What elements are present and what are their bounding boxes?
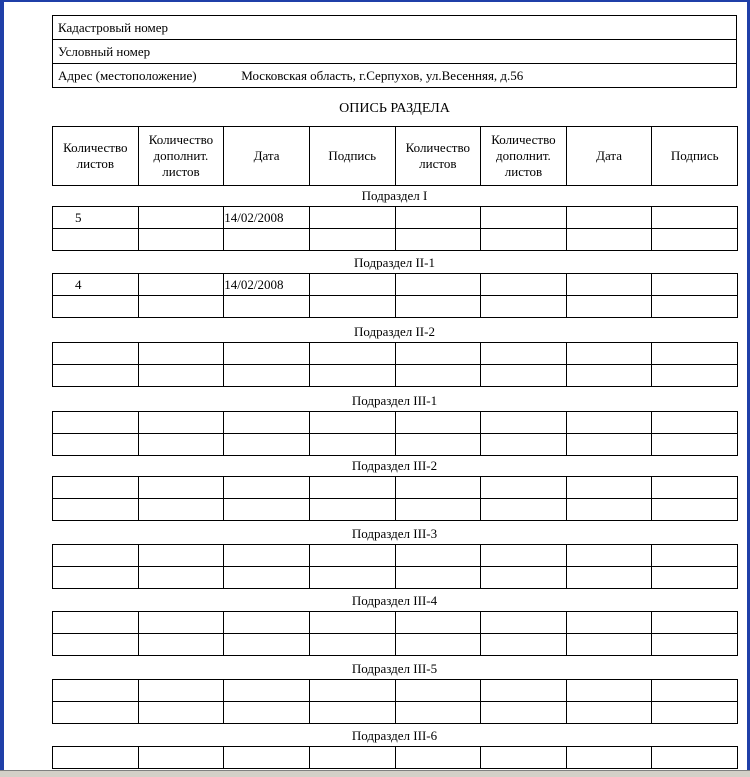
table-cell: [53, 343, 139, 365]
table-cell: [395, 274, 481, 296]
table-cell: [652, 634, 738, 656]
subsection-title: Подраздел III-1: [351, 393, 438, 408]
table-cell: [138, 499, 224, 521]
subsection-table: [52, 476, 738, 521]
table-cell: [652, 702, 738, 724]
table-cell: [224, 545, 310, 567]
table-cell: [395, 702, 481, 724]
column-header: Количество дополнит. листов: [138, 127, 224, 186]
table-cell: [309, 634, 395, 656]
table-cell: [138, 412, 224, 434]
table-row: [53, 434, 738, 456]
window-frame-bottom: [0, 770, 750, 777]
table-cell: [395, 477, 481, 499]
table-cell: [652, 412, 738, 434]
table-cell: [481, 477, 567, 499]
subsection-title: Подраздел III-6: [351, 728, 438, 743]
table-cell: [53, 434, 139, 456]
table-cell: [395, 229, 481, 251]
subsection-table: [52, 273, 738, 318]
table-cell: 5: [53, 207, 139, 229]
table-cell: [395, 499, 481, 521]
table-cell: [224, 680, 310, 702]
subsection-title: Подраздел II-2: [354, 324, 435, 339]
table-cell: [53, 567, 139, 589]
table-cell: [224, 343, 310, 365]
table-row: [53, 680, 738, 702]
table-cell: [53, 545, 139, 567]
table-cell: [481, 229, 567, 251]
table-cell: [138, 343, 224, 365]
subsection-table: [52, 411, 738, 456]
table-cell: [395, 343, 481, 365]
subsection-table: [52, 611, 738, 656]
table-cell: [481, 343, 567, 365]
table-cell: [309, 207, 395, 229]
column-header: Количество дополнит. листов: [481, 127, 567, 186]
table-cell: [652, 499, 738, 521]
table-cell: [224, 229, 310, 251]
table-cell: [481, 702, 567, 724]
table-cell: [566, 229, 652, 251]
table-cell: [309, 545, 395, 567]
subsection-title: Подраздел III-5: [351, 661, 438, 676]
table-cell: [395, 412, 481, 434]
table-cell: [395, 567, 481, 589]
table-cell: [395, 365, 481, 387]
table-row: [53, 499, 738, 521]
table-cell: [138, 612, 224, 634]
table-cell: [395, 680, 481, 702]
table-cell: [395, 612, 481, 634]
table-cell: [309, 343, 395, 365]
table-cell: [309, 274, 395, 296]
table-cell: [566, 343, 652, 365]
table-cell: [138, 274, 224, 296]
table-cell: [566, 680, 652, 702]
document-page: [5, 2, 747, 770]
table-cell: [224, 365, 310, 387]
table-cell: [566, 499, 652, 521]
subsection-title: Подраздел I: [361, 188, 428, 203]
table-cell: [309, 477, 395, 499]
table-cell: [224, 434, 310, 456]
table-cell: [309, 434, 395, 456]
table-cell: [566, 477, 652, 499]
table-cell: [138, 747, 224, 769]
table-cell: [566, 634, 652, 656]
table-cell: [138, 545, 224, 567]
table-cell: [138, 434, 224, 456]
table-cell: [652, 229, 738, 251]
table-cell: [309, 612, 395, 634]
cadastral-number-label: Кадастровый номер: [53, 16, 737, 40]
subsection-table: [52, 206, 738, 251]
table-cell: [481, 365, 567, 387]
table-cell: [566, 702, 652, 724]
table-cell: [566, 274, 652, 296]
table-cell: [53, 365, 139, 387]
table-cell: [53, 499, 139, 521]
table-cell: [652, 365, 738, 387]
table-cell: [652, 343, 738, 365]
table-cell: [395, 634, 481, 656]
table-cell: [481, 296, 567, 318]
table-cell: [53, 634, 139, 656]
table-cell: [224, 477, 310, 499]
table-row: [53, 412, 738, 434]
column-header: Подпись: [652, 127, 738, 186]
table-cell: [652, 296, 738, 318]
table-cell: [652, 680, 738, 702]
table-cell: 14/02/2008: [224, 274, 310, 296]
table-cell: [566, 296, 652, 318]
table-cell: [53, 477, 139, 499]
table-cell: [309, 412, 395, 434]
subsection-title: Подраздел II-1: [354, 255, 435, 270]
table-cell: [566, 567, 652, 589]
table-cell: [138, 567, 224, 589]
table-cell: [138, 680, 224, 702]
table-cell: [395, 545, 481, 567]
table-row: [53, 343, 738, 365]
table-cell: [224, 412, 310, 434]
table-cell: [566, 434, 652, 456]
table-cell: [53, 680, 139, 702]
table-row: [53, 612, 738, 634]
table-cell: [652, 747, 738, 769]
table-cell: 14/02/2008: [224, 207, 310, 229]
subsection-table: [52, 679, 738, 724]
table-cell: [138, 229, 224, 251]
table-cell: [395, 434, 481, 456]
table-row: [53, 365, 738, 387]
table-row: [53, 702, 738, 724]
table-cell: [566, 545, 652, 567]
subsection-title: Подраздел III-2: [351, 458, 438, 473]
table-cell: [481, 680, 567, 702]
table-cell: [138, 365, 224, 387]
table-cell: [138, 207, 224, 229]
table-cell: [652, 274, 738, 296]
table-cell: [566, 612, 652, 634]
table-cell: [309, 229, 395, 251]
subsection-title: Подраздел III-3: [351, 526, 438, 541]
table-cell: [395, 747, 481, 769]
table-cell: [309, 702, 395, 724]
table-cell: [395, 296, 481, 318]
subsection-table: [52, 342, 738, 387]
table-cell: [395, 207, 481, 229]
table-cell: [566, 412, 652, 434]
table-cell: [224, 702, 310, 724]
table-cell: [53, 612, 139, 634]
table-row: [53, 296, 738, 318]
column-header: Количество листов: [53, 127, 139, 186]
window-frame-left: [0, 0, 4, 777]
table-row: [53, 229, 738, 251]
table-cell: [53, 747, 139, 769]
address-value: Московская область, г.Серпухов, ул.Весенняя, д.56: [241, 67, 524, 83]
column-header-table: [52, 126, 738, 186]
table-cell: [53, 412, 139, 434]
table-cell: [481, 499, 567, 521]
table-cell: [652, 545, 738, 567]
column-header: Дата: [566, 127, 652, 186]
table-cell: [224, 499, 310, 521]
table-cell: [138, 296, 224, 318]
table-cell: [652, 477, 738, 499]
address-row: [53, 64, 737, 88]
header-table: [52, 15, 737, 88]
table-cell: [566, 747, 652, 769]
table-cell: [309, 567, 395, 589]
conditional-number-label: Условный номер: [53, 40, 737, 64]
table-cell: [138, 634, 224, 656]
subsection-table: [52, 544, 738, 589]
table-cell: [481, 412, 567, 434]
table-cell: [481, 634, 567, 656]
table-cell: [481, 567, 567, 589]
table-cell: [138, 477, 224, 499]
table-cell: [53, 296, 139, 318]
table-cell: [138, 702, 224, 724]
table-cell: [309, 747, 395, 769]
table-cell: [224, 634, 310, 656]
column-header: Дата: [224, 127, 310, 186]
table-cell: [309, 499, 395, 521]
table-cell: [224, 747, 310, 769]
table-cell: [481, 747, 567, 769]
table-cell: [53, 702, 139, 724]
table-cell: [652, 207, 738, 229]
table-cell: [309, 680, 395, 702]
table-cell: [309, 365, 395, 387]
table-cell: 4: [53, 274, 139, 296]
table-cell: [309, 296, 395, 318]
table-row: [53, 477, 738, 499]
table-cell: [481, 612, 567, 634]
table-cell: [652, 567, 738, 589]
table-cell: [224, 296, 310, 318]
section-inventory-title: ОПИСЬ РАЗДЕЛА: [339, 101, 450, 116]
table-row: [53, 207, 738, 229]
table-row: [53, 274, 738, 296]
table-cell: [224, 567, 310, 589]
table-row: [53, 747, 738, 769]
table-cell: [652, 434, 738, 456]
table-cell: [481, 274, 567, 296]
table-row: [53, 634, 738, 656]
table-cell: [566, 207, 652, 229]
table-row: [53, 545, 738, 567]
table-cell: [652, 612, 738, 634]
column-header: Подпись: [309, 127, 395, 186]
table-cell: [224, 612, 310, 634]
subsection-title: Подраздел III-4: [351, 593, 438, 608]
table-row: [53, 567, 738, 589]
column-header: Количество листов: [395, 127, 481, 186]
table-cell: [566, 365, 652, 387]
table-cell: [481, 207, 567, 229]
table-cell: [481, 545, 567, 567]
table-cell: [481, 434, 567, 456]
table-cell: [53, 229, 139, 251]
subsection-table: [52, 746, 738, 769]
address-label: Адрес (местоположение): [58, 67, 197, 83]
